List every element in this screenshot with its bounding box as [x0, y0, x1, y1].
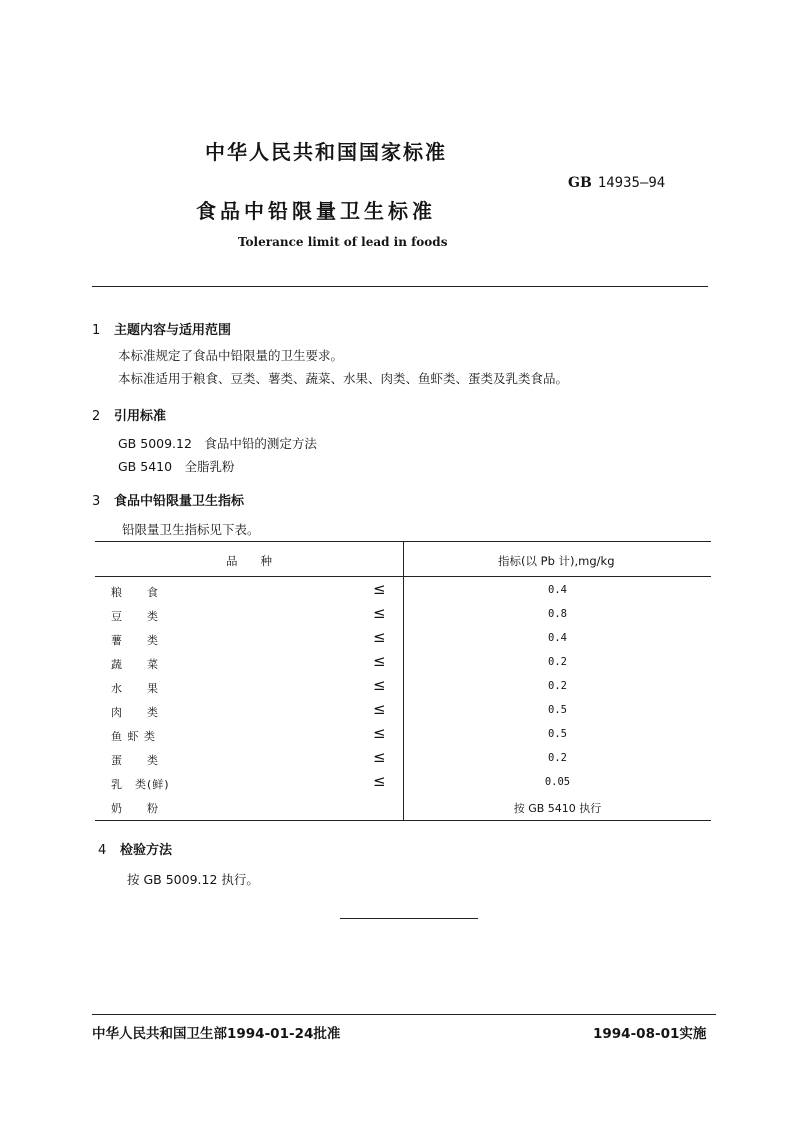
table-row	[95, 772, 711, 796]
food-name: 蔬 菜	[111, 658, 159, 671]
food-name: 肉 类	[111, 706, 159, 719]
national-standard-heading: 中华人民共和国国家标准	[205, 140, 447, 164]
food-name: 奶 粉	[111, 802, 159, 815]
header-divider	[92, 286, 708, 287]
limit-value: 0.2	[548, 680, 567, 692]
section-1-number: 1	[92, 323, 101, 338]
table-row	[95, 700, 711, 724]
document-title-zh: 食品中铅限量卫生标准	[196, 199, 436, 223]
food-name: 水 果	[111, 682, 159, 695]
section-4-heading	[98, 839, 172, 858]
footer-divider	[92, 1014, 716, 1015]
section-1-heading	[92, 319, 231, 338]
document-title-en: Tolerance limit of lead in foods	[238, 235, 448, 249]
food-name: 薯 类	[111, 634, 159, 647]
section-3-number: 3	[92, 494, 101, 509]
table-header-variety: 品 种	[226, 554, 272, 568]
comparison-operator: ≤	[373, 772, 386, 790]
reference-1: GB 5009.12 食品中铅的测定方法	[118, 436, 317, 451]
comparison-operator: ≤	[373, 700, 386, 718]
comparison-operator: ≤	[373, 628, 386, 646]
section-2-heading	[92, 405, 166, 424]
section-2-title: 引用标准	[114, 409, 167, 424]
limit-value: 0.5	[548, 728, 567, 740]
table-row	[95, 604, 711, 628]
section-2-number: 2	[92, 409, 101, 424]
standard-number	[568, 175, 665, 191]
gb-prefix: GB	[568, 175, 592, 191]
limit-value: 0.8	[548, 608, 567, 620]
table-row	[95, 796, 711, 820]
food-name: 豆 类	[111, 610, 159, 623]
limit-value: 0.2	[548, 752, 567, 764]
table-row	[95, 748, 711, 772]
table-bottom-rule	[95, 820, 711, 821]
approval-line: 中华人民共和国卫生部1994-01-24批准	[92, 1026, 341, 1042]
table-header-limit: 指标(以 Pb 计),mg/kg	[498, 554, 615, 568]
section-1-title: 主题内容与适用范围	[114, 323, 232, 338]
gb-number: 14935—94	[597, 175, 666, 191]
limit-value: 0.4	[548, 632, 567, 644]
implementation-date: 1994-08-01实施	[593, 1026, 707, 1042]
comparison-operator: ≤	[373, 580, 386, 598]
food-name: 蛋 类	[111, 754, 159, 767]
limit-value: 按 GB 5410 执行	[513, 802, 602, 815]
table-row	[95, 724, 711, 748]
table-header-rule	[95, 576, 711, 577]
end-rule	[340, 918, 478, 919]
section-3-title: 食品中铅限量卫生指标	[114, 494, 245, 509]
section-4-number: 4	[98, 843, 107, 858]
comparison-operator: ≤	[373, 748, 386, 766]
comparison-operator: ≤	[373, 676, 386, 694]
food-name: 乳 类(鲜)	[111, 778, 170, 791]
section-3-heading	[92, 490, 244, 509]
section-4-title: 检验方法	[120, 843, 173, 858]
reference-2: GB 5410 全脂乳粉	[118, 459, 235, 474]
section-4-paragraph: 按 GB 5009.12 执行。	[127, 872, 259, 887]
section-1-paragraph-1: 本标准规定了食品中铅限量的卫生要求。	[118, 348, 344, 363]
food-name: 鱼 虾 类	[111, 730, 156, 743]
food-name: 粮 食	[111, 586, 159, 599]
table-row	[95, 676, 711, 700]
section-3-intro: 铅限量卫生指标见下表。	[122, 522, 260, 537]
table-row	[95, 652, 711, 676]
limit-value: 0.4	[548, 584, 567, 596]
comparison-operator: ≤	[373, 604, 386, 622]
comparison-operator: ≤	[373, 724, 386, 742]
table-row	[95, 628, 711, 652]
section-1-paragraph-2: 本标准适用于粮食、豆类、薯类、蔬菜、水果、肉类、鱼虾类、蛋类及乳类食品。	[118, 371, 569, 386]
comparison-operator: ≤	[373, 652, 386, 670]
limit-value: 0.2	[548, 656, 567, 668]
table-row	[95, 580, 711, 604]
limit-value: 0.5	[548, 704, 567, 716]
limit-value: 0.05	[544, 776, 571, 788]
